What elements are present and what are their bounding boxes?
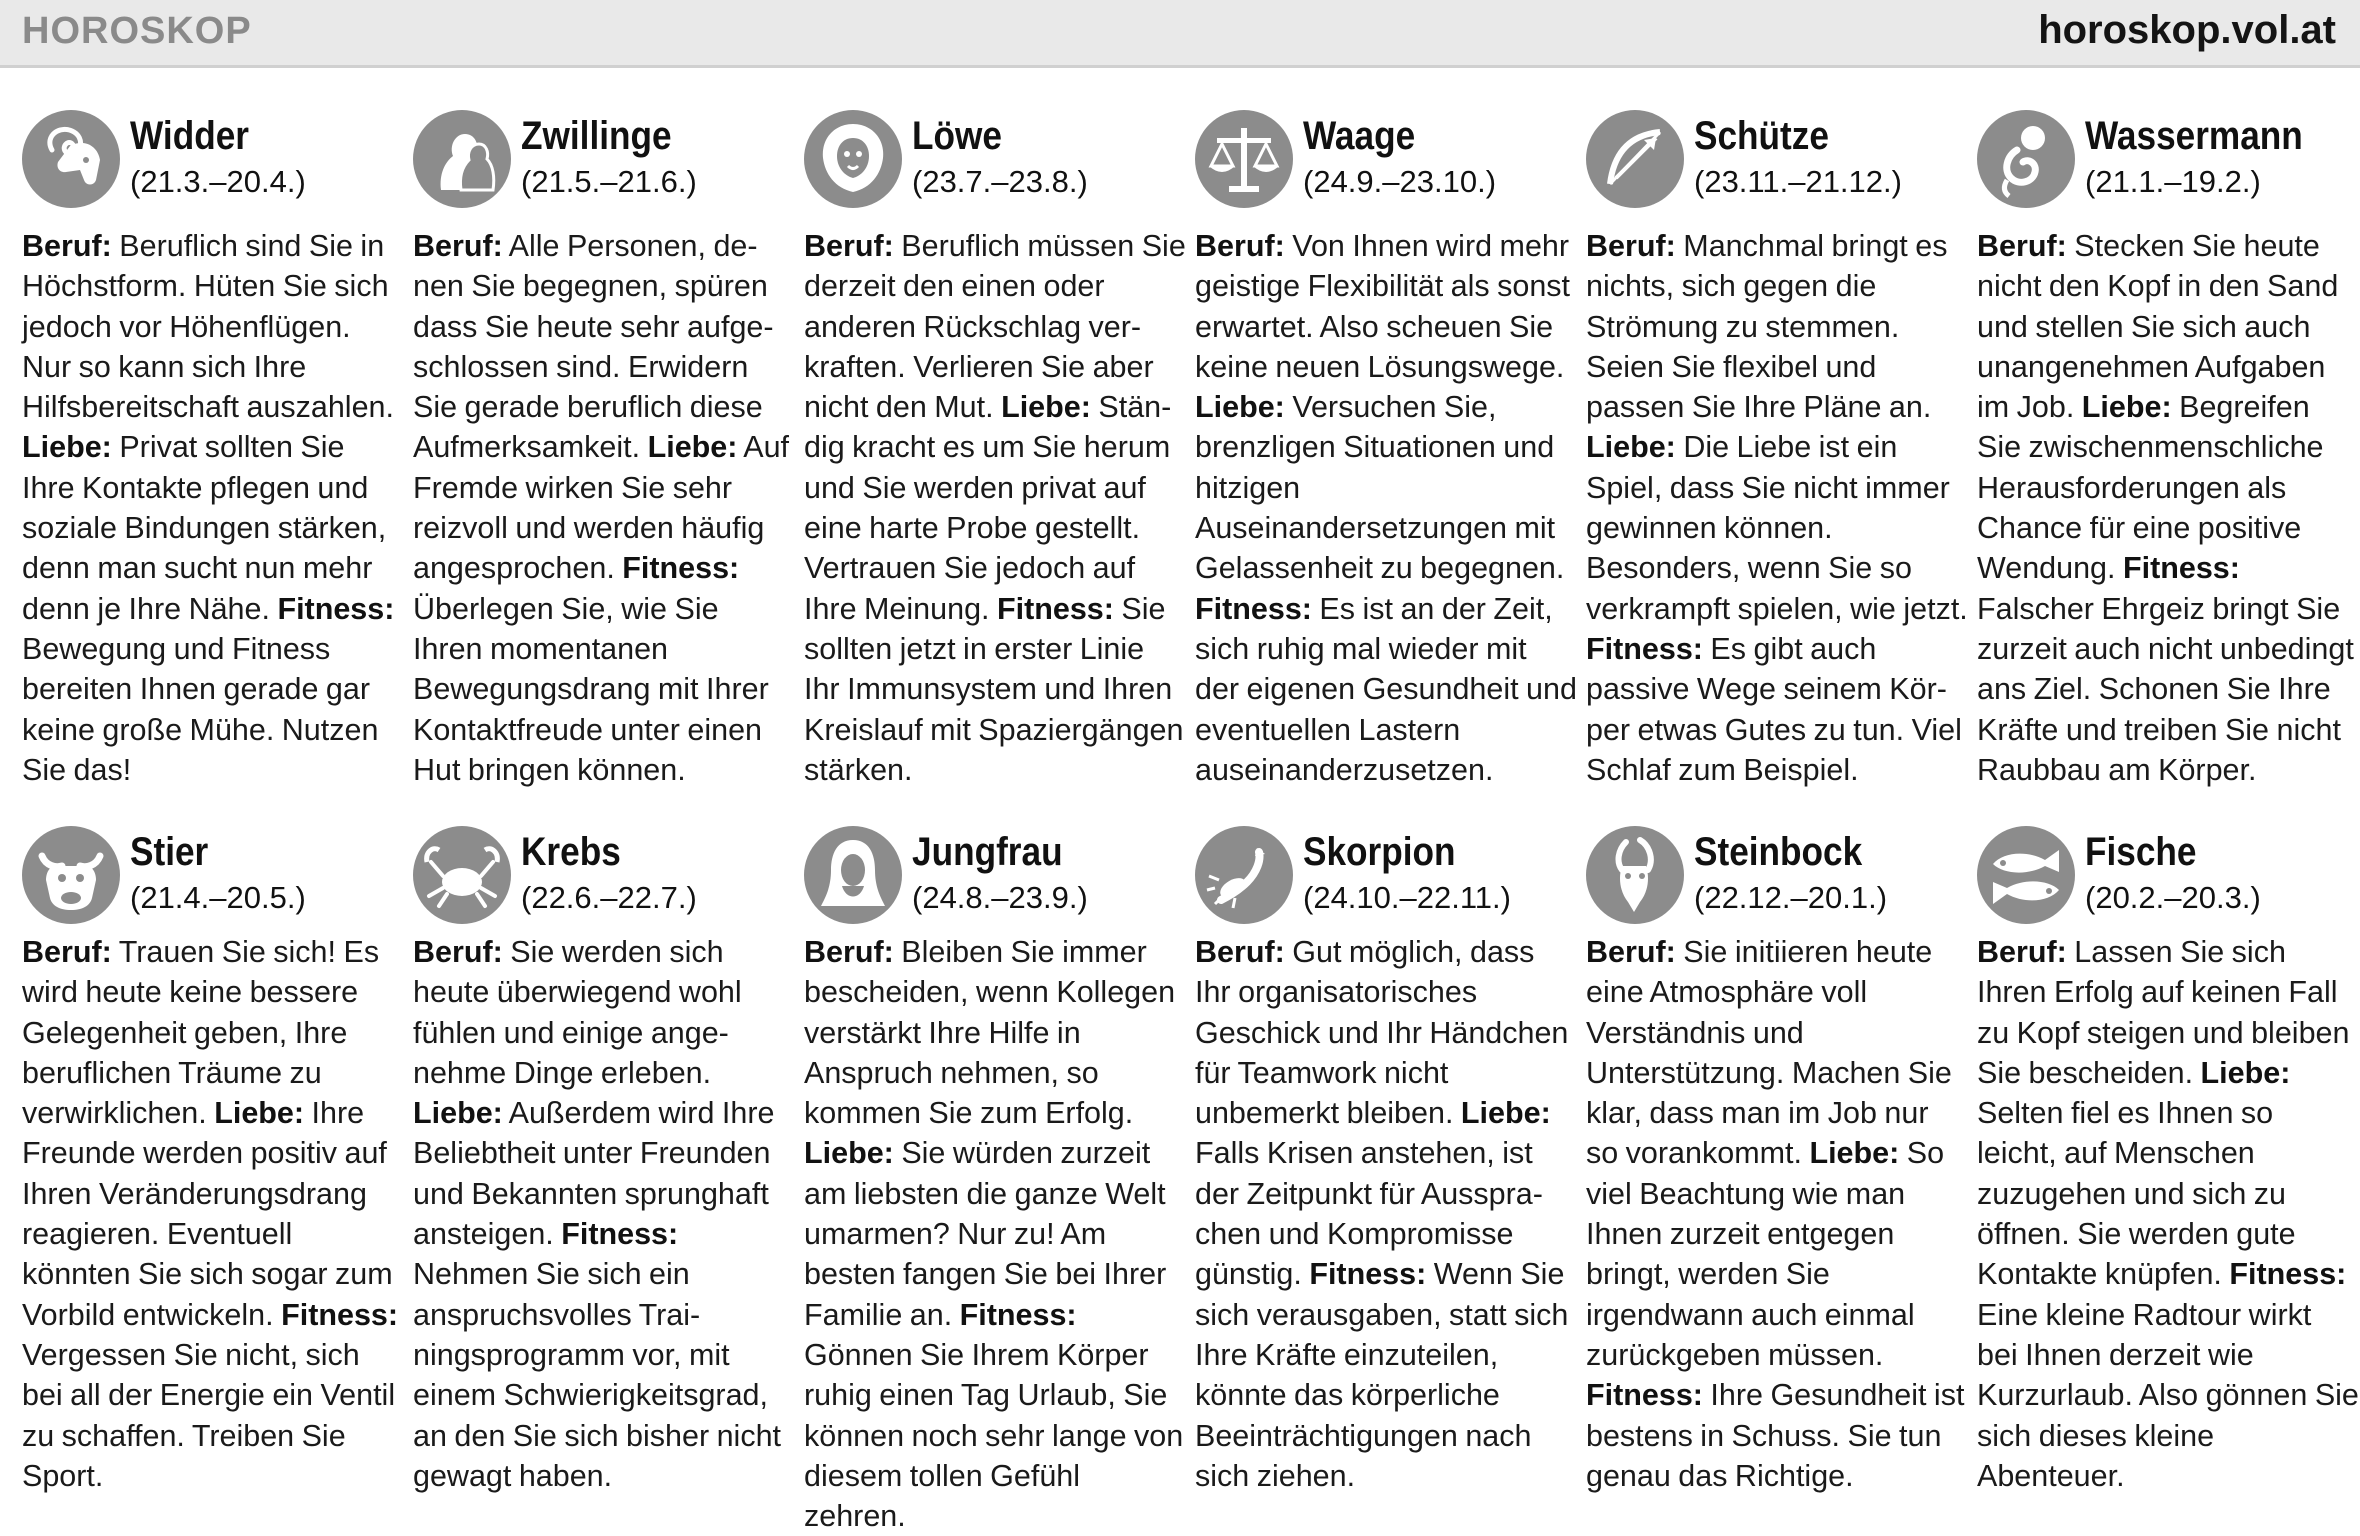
liebe-label: Liebe: <box>804 1136 894 1171</box>
beruf-text: Lassen Sie sich Ihren Erfolg auf keinen Fall zu Kopf steigen und bleiben Sie bescheiden. <box>1977 935 2350 1090</box>
liebe-text: Versuchen Sie, brenzligen Situationen und hitzigen Auseinandersetzungen mit Gelassenheit zu begegnen. <box>1195 390 1565 586</box>
liebe-label: Liebe: <box>647 430 738 465</box>
virgin-icon <box>804 826 902 924</box>
sign-name: Jungfrau <box>912 830 1063 874</box>
beruf-text: Alle Personen, denen Sie begegnen, spüren dass Sie heute sehr aufgeschlossen sind. Erwidern Sie gerade beruflich diese Aufmerksamkeit. <box>413 229 774 465</box>
beruf-label: Beruf: <box>1586 229 1676 263</box>
fitness-text: Bewegung und Fitness bereiten Ihnen gerade gar keine große Mühe. Nutzen Sie das! <box>22 631 379 787</box>
sign-zwillinge <box>413 104 793 820</box>
beruf-label: Beruf: <box>1195 935 1285 969</box>
fitness-label: Fitness: <box>277 591 395 626</box>
site-url: horoskop.vol.at <box>2038 8 2336 52</box>
liebe-text: Privat sollten Sie Ihre Kontakte pflegen und soziale Bindungen stärken, denn man sucht nun mehr denn je Ihre Nähe. <box>22 430 387 626</box>
sign-jungfrau <box>804 820 1184 1534</box>
beruf-label: Beruf: <box>413 229 503 263</box>
fitness-text: Überlegen Sie, wie Sie Ihren momentanen Bewegungsdrang mit Ihrer Kontaktfreude unter einen Hut bringen können. <box>413 591 769 787</box>
sign-dates: (21.4.–20.5.) <box>130 880 306 915</box>
liebe-text: Auf Fremde wirken Sie sehr reizvoll und werden häufig angesprochen. <box>413 430 790 586</box>
beruf-label: Beruf: <box>22 229 112 263</box>
fitness-text: Gönnen Sie Ihrem Körper ruhig einen Tag Urlaub, Sie können noch sehr lange von diesem tollen Gefühl zehren. <box>804 1337 1184 1534</box>
fitness-label: Fitness: <box>561 1217 679 1252</box>
sign-fische <box>1977 820 2357 1520</box>
fitness-text: Vergessen Sie nicht, sich bei all der Energie ein Ventil zu schaffen. Treiben Sie Sport. <box>22 1337 396 1493</box>
beruf-label: Beruf: <box>1977 935 2067 969</box>
sign-dates: (22.6.–22.7.) <box>521 880 697 915</box>
sign-name: Zwillinge <box>521 114 672 158</box>
liebe-text: Begreifen Sie zwischenmenschliche Herausforderungen als Chance für eine positive Wendung. <box>1977 390 2324 586</box>
fitness-text: Es ist an der Zeit, sich ruhig mal wieder mit der eigenen Gesundheit und eventuellen Lastern auseinanderzusetzen. <box>1195 591 1577 787</box>
sign-text <box>1195 226 1577 790</box>
sign-krebs <box>413 820 793 1520</box>
beruf-label: Beruf: <box>804 935 894 969</box>
horoscope-grid <box>22 104 2359 1534</box>
fitness-text: Es gibt auch passive Wege seinem Körper etwas Gutes zu tun. Viel Schlaf zum Beispiel. <box>1586 631 1962 787</box>
fitness-label: Fitness: <box>1586 631 1703 666</box>
liebe-label: Liebe: <box>413 1096 503 1131</box>
sign-header <box>1977 104 2357 226</box>
sign-löwe <box>804 104 1184 820</box>
sign-dates: (24.8.–23.9.) <box>912 880 1088 915</box>
liebe-label: Liebe: <box>1195 390 1285 425</box>
sign-text <box>804 226 1186 790</box>
sign-text <box>1977 226 2359 790</box>
sign-stier <box>22 820 402 1520</box>
liebe-label: Liebe: <box>2081 390 2172 425</box>
liebe-text: Außerdem wird Ihre Beliebtheit unter Freunden und Bekannten sprunghaft ansteigen. <box>413 1096 775 1252</box>
beruf-label: Beruf: <box>1977 229 2067 263</box>
sign-name: Löwe <box>912 114 1002 158</box>
sign-dates: (21.1.–19.2.) <box>2085 164 2261 199</box>
sign-name: Krebs <box>521 830 621 874</box>
sign-dates: (21.3.–20.4.) <box>130 164 306 199</box>
sign-name: Steinbock <box>1694 830 1863 874</box>
fitness-label: Fitness: <box>2229 1257 2347 1292</box>
fish-icon <box>1977 826 2075 924</box>
fitness-label: Fitness: <box>622 551 740 586</box>
fitness-label: Fitness: <box>959 1297 1077 1332</box>
sign-header <box>1195 820 1575 932</box>
beruf-text: Beruflich müssen Sie derzeit den einen oder anderen Rückschlag verkraften. Verlieren Sie aber nicht den Mut. <box>804 229 1186 425</box>
liebe-text: Falls Krisen anstehen, ist der Zeitpunkt für Aussprachen und Kompromisse günstig. <box>1195 1136 1543 1292</box>
beruf-text: Von Ihnen wird mehr geistige Flexibilität als sonst erwartet. Also scheuen Sie keine neuen Lösungswege. <box>1195 229 1571 384</box>
liebe-label: Liebe: <box>214 1096 305 1131</box>
lion-icon <box>804 110 902 208</box>
sign-header <box>1195 104 1575 226</box>
sign-dates: (21.5.–21.6.) <box>521 164 697 199</box>
fitness-text: Eine kleine Radtour wirkt bei Ihnen derzeit wie Kurzurlaub. Also gönnen Sie sich dieses kleine Abenteuer. <box>1977 1297 2359 1493</box>
sign-dates: (24.10.–22.11.) <box>1303 880 1511 915</box>
sign-header <box>1586 104 1966 226</box>
beruf-label: Beruf: <box>22 935 112 969</box>
liebe-text: Selten fiel es Ihnen so leicht, auf Menschen zuzugehen und sich zu öffnen. Sie werden gute Kontakte knüpfen. <box>1977 1096 2296 1292</box>
liebe-text: So viel Beachtung wie man Ihnen zurzeit entgegen bringt, werden Sie irgendwann auch einmal zurückgeben müssen. <box>1586 1136 1945 1372</box>
page-title: HOROSKOP <box>22 10 252 52</box>
sign-dates: (22.12.–20.1.) <box>1694 880 1888 915</box>
scorpion-icon <box>1195 826 1293 924</box>
sign-name: Widder <box>130 114 249 158</box>
fitness-label: Fitness: <box>2122 551 2240 586</box>
sign-text <box>804 932 1186 1536</box>
goat-icon <box>1586 826 1684 924</box>
liebe-label: Liebe: <box>1809 1136 1900 1171</box>
sign-header <box>804 820 1184 932</box>
beruf-text: Beruflich sind Sie in Höchstform. Hüten Sie sich jedoch vor Höhenflügen. Nur so kann sich Ihre Hilfsbereitschaft auszahlen. <box>22 229 394 425</box>
sign-header <box>22 820 402 932</box>
sign-name: Skorpion <box>1303 830 1456 874</box>
sign-dates: (20.2.–20.3.) <box>2085 880 2261 915</box>
beruf-text: Sie werden sich heute überwiegend wohl fühlen und einige angenehme Dinge erleben. <box>413 935 742 1090</box>
liebe-label: Liebe: <box>1586 430 1676 465</box>
sign-header <box>413 104 793 226</box>
sign-text <box>1586 226 1968 790</box>
beruf-text: Sie initiieren heute eine Atmosphäre voll Verständnis und Unterstützung. Machen Sie klar, dass man im Job nur so vorankommt. <box>1586 935 1952 1171</box>
fitness-text: Falscher Ehrgeiz bringt Sie zurzeit auch nicht unbedingt ans Ziel. Schonen Sie Ihre Kräfte und treiben Sie nicht Raubbau am Körper. <box>1977 591 2354 787</box>
beruf-text: Trauen Sie sich! Es wird heute keine bessere Gelegenheit geben, Ihre beruflichen Träume zu verwirklichen. <box>22 935 380 1131</box>
sign-dates: (24.9.–23.10.) <box>1303 164 1497 199</box>
sign-schütze <box>1586 104 1966 820</box>
sign-text <box>413 932 795 1496</box>
beruf-text: Gut möglich, dass Ihr organisatorisches Geschick und Ihr Händchen für Teamwork nicht unbemerkt bleiben. <box>1195 935 1569 1131</box>
sign-text <box>413 226 795 790</box>
sign-name: Wassermann <box>2085 114 2303 158</box>
liebe-text: Ihre Freunde werden positiv auf Ihren Veränderungsdrang reagieren. Eventuell könnten Sie sich sogar zum Vorbild entwickeln. <box>22 1096 393 1332</box>
sign-text <box>1195 932 1577 1496</box>
beruf-text: Bleiben Sie immer bescheiden, wenn Kollegen verstärkt Ihre Hilfe in Anspruch nehmen, so kommen Sie zum Erfolg. <box>804 935 1176 1131</box>
beruf-text: Stecken Sie heute nicht den Kopf in den Sand und stellen Sie sich auch unangenehmen Aufgaben im Job. <box>1977 229 2339 425</box>
scales-icon <box>1195 110 1293 208</box>
sign-name: Stier <box>130 830 209 874</box>
fitness-label: Fitness: <box>1309 1257 1427 1292</box>
sign-steinbock <box>1586 820 1966 1520</box>
sign-header <box>1977 820 2357 932</box>
ram-icon <box>22 110 120 208</box>
water-bearer-icon <box>1977 110 2075 208</box>
fitness-text: Sie sollten jetzt in erster Linie Ihr Immunsystem und Ihren Kreislauf mit Spaziergängen stärken. <box>804 591 1184 787</box>
header-bar <box>0 0 2360 68</box>
liebe-label: Liebe: <box>1460 1096 1551 1131</box>
archer-icon <box>1586 110 1684 208</box>
sign-name: Fische <box>2085 830 2197 874</box>
sign-header <box>22 104 402 226</box>
fitness-label: Fitness: <box>281 1297 399 1332</box>
liebe-label: Liebe: <box>22 430 112 465</box>
fitness-label: Fitness: <box>1195 591 1312 626</box>
liebe-text: Sie würden zurzeit am liebsten die ganze Welt umarmen? Nur zu! Am besten fangen Sie bei Ihrer Familie an. <box>804 1136 1167 1332</box>
beruf-text: Manchmal bringt es nichts, sich gegen die Strömung zu stemmen. Seien Sie flexibel und passen Sie Ihre Pläne an. <box>1586 229 1948 425</box>
sign-widder <box>22 104 402 820</box>
fitness-text: Nehmen Sie sich ein anspruchsvolles Trainingsprogramm vor, mit einem Schwierigkeitsgrad, an den Sie sich bisher nicht gewagt haben. <box>413 1257 781 1493</box>
sign-waage <box>1195 104 1575 820</box>
liebe-label: Liebe: <box>1001 390 1091 425</box>
sign-text <box>22 932 404 1496</box>
sign-text <box>22 226 404 790</box>
sign-header <box>413 820 793 932</box>
sign-name: Waage <box>1303 114 1416 158</box>
sign-text <box>1977 932 2359 1496</box>
twins-icon <box>413 110 511 208</box>
sign-wassermann <box>1977 104 2357 820</box>
beruf-label: Beruf: <box>804 229 894 263</box>
sign-skorpion <box>1195 820 1575 1520</box>
beruf-label: Beruf: <box>1586 935 1676 969</box>
sign-header <box>804 104 1184 226</box>
beruf-label: Beruf: <box>413 935 503 969</box>
sign-header <box>1586 820 1966 932</box>
sign-name: Schütze <box>1694 114 1829 158</box>
crab-icon <box>413 826 511 924</box>
fitness-text: Ihre Gesundheit ist bestens in Schuss. Sie tun genau das Richtige. <box>1586 1378 1965 1493</box>
liebe-text: Ständig kracht es um Sie herum und Sie werden privat auf eine harte Probe gestellt. Vertrauen Sie jedoch auf Ihre Meinung. <box>804 390 1172 626</box>
bull-icon <box>22 826 120 924</box>
fitness-text: Wenn Sie sich verausgaben, statt sich Ihre Kräfte einzuteilen, könnte das körperliche Beeinträchtigungen nach sich ziehen. <box>1195 1257 1569 1493</box>
sign-dates: (23.7.–23.8.) <box>912 164 1088 199</box>
sign-text <box>1586 932 1968 1496</box>
sign-dates: (23.11.–21.12.) <box>1694 164 1902 199</box>
beruf-label: Beruf: <box>1195 229 1285 263</box>
fitness-label: Fitness: <box>996 591 1114 626</box>
fitness-label: Fitness: <box>1586 1378 1703 1413</box>
liebe-text: Die Liebe ist ein Spiel, dass Sie nicht immer gewinnen können. Besonders, wenn Sie so verkrampft spielen, wie jetzt. <box>1586 430 1968 626</box>
liebe-label: Liebe: <box>2200 1055 2291 1090</box>
